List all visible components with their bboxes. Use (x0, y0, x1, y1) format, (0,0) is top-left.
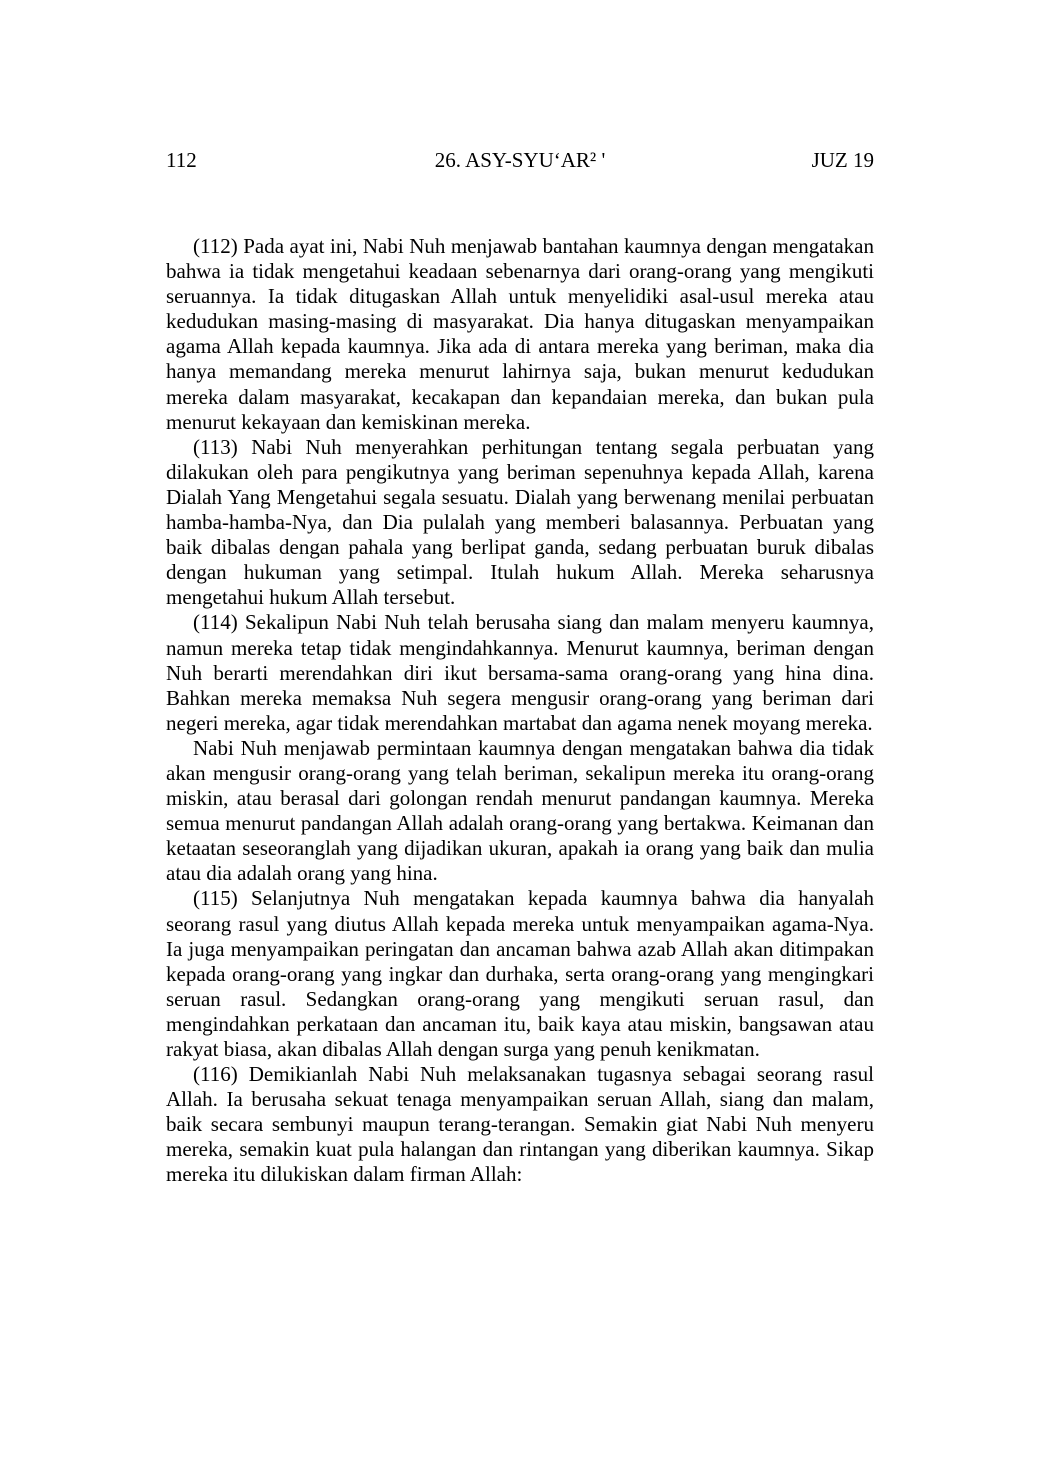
paragraph-115: (115) Selanjutnya Nuh mengatakan kepada kaumnya bahwa dia hanyalah seorang rasul yang diutus Allah kepada mereka untuk menyampaikan agama-Nya. Ia juga menyampaikan peringatan dan ancaman bahwa azab Allah akan ditimpakan kepada orang-orang yang ingkar dan durhaka, serta orang-orang yang mengingkari seruan rasul. Sedangkan orang-orang yang mengikuti seruan rasul, dan mengindahkan perkataan dan ancaman itu, baik kaya atau miskin, bangsawan atau rakyat biasa, akan dibalas Allah dengan surga yang penuh kenikmatan. (166, 886, 874, 1061)
paragraph-116: (116) Demikianlah Nabi Nuh melaksanakan tugasnya sebagai seorang rasul Allah. Ia berusaha sekuat tenaga menyampaikan seruan Allah, siang dan malam, baik secara sembunyi maupun terang-terangan. Semakin giat Nabi Nuh menyeru mereka, semakin kuat pula halangan dan rintangan yang diberikan kaumnya. Sikap mereka itu dilukiskan dalam firman Allah: (166, 1062, 874, 1187)
page-header (166, 146, 874, 174)
chapter-title: 26. ASY-SYU‘AR² ' (434, 148, 606, 172)
paragraph-114-continued: Nabi Nuh menjawab permintaan kaumnya dengan mengatakan bahwa dia tidak akan mengusir orang-orang yang telah beriman, sekalipun mereka itu orang-orang miskin, atau berasal dari golongan rendah menurut pandangan kaumnya. Mereka semua menurut pandangan Allah adalah orang-orang yang bertakwa. Keimanan dan ketaatan seseoranglah yang dijadikan ukuran, apakah ia orang yang baik dan mulia atau dia adalah orang yang hina. (166, 735, 874, 886)
paragraph-113: (113) Nabi Nuh menyerahkan perhitungan tentang segala perbuatan yang dilakukan oleh para pengikutnya yang beriman sepenuhnya kepada Allah, karena Dialah Yang Mengetahui segala sesuatu. Dialah yang berwenang menilai perbuatan hamba-hamba-Nya, dan Dia pulalah yang memberi balasannya. Perbuatan yang baik dibalas dengan pahala yang berlipat ganda, sedang perbuatan buruk dibalas dengan hukuman yang setimpal. Itulah hukum Allah. Mereka seharusnya mengetahui hukum Allah tersebut. (166, 434, 874, 610)
juz-label: JUZ 19 (811, 148, 874, 172)
paragraph-112: (112) Pada ayat ini, Nabi Nuh menjawab bantahan kaumnya dengan mengatakan bahwa ia tidak mengetahui keadaan sebenarnya dari orang-orang yang mengikuti seruannya. Ia tidak ditugaskan Allah untuk menyelidiki asal-usul mereka atau kedudukan masing-masing di masyarakat. Dia hanya ditugaskan menyampaikan agama Allah kepada kaumnya. Jika ada di antara mereka yang beriman, maka dia hanya memandang mereka menurut lahirnya saja, bukan menurut kedudukan mereka dalam masyarakat, kecakapan dan kepandaian mereka, dan bukan pula menurut kekayaan dan kemiskinan mereka. (166, 234, 874, 434)
page-number: 112 (166, 148, 197, 172)
paragraph-114: (114) Sekalipun Nabi Nuh telah berusaha siang dan malam menyeru kaumnya, namun mereka tetap tidak mengindahkannya. Menurut kaumnya, beriman dengan Nuh berarti merendahkan diri ikut bersama-sama orang-orang yang hina dina. Bahkan mereka memaksa Nuh segera mengusir orang-orang yang beriman dari negeri mereka, agar tidak merendahkan martabat dan agama nenek moyang mereka. (166, 610, 874, 735)
body-text (166, 234, 874, 1188)
